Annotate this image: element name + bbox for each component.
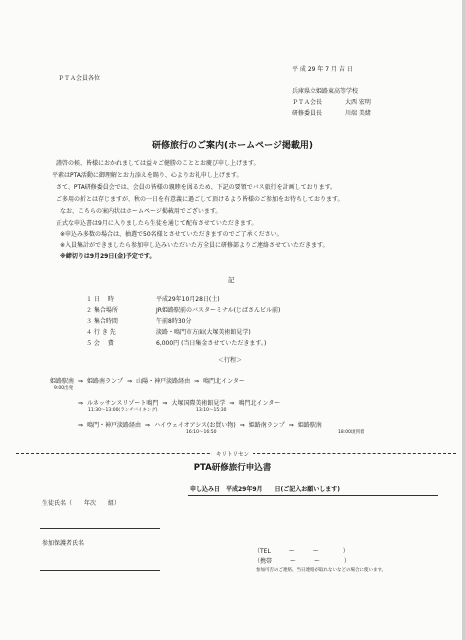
contact-note: 参加可否のご連絡、当日連絡が取れないなどの場合に使います。 — [256, 568, 387, 573]
body-paragraph-4: ご多用の折とは存じますが、秋の一日を有意義に過ごして頂けるよう皆様のご参加をお待ちしております。 — [56, 196, 344, 203]
itinerary-museum-time: 13:10～15:30 — [196, 408, 227, 413]
arrow-icon: ⇒ — [162, 400, 168, 407]
arrow-icon: ⇒ — [78, 400, 84, 407]
tel-field[interactable]: （TEL ー ー ） — [254, 548, 349, 555]
guardian-name-field[interactable] — [40, 570, 160, 571]
stop-himeji-south-2: 姫路駅南 — [297, 422, 322, 429]
stop-naruto-north-ic-2: 鳴門北インター — [238, 400, 281, 407]
stop-himeji-ramp: 姫路南ランプ — [87, 378, 124, 385]
itinerary-lunch-time: 11:30～13:00(ランチバイキング) — [88, 408, 158, 413]
apply-date-underline — [188, 495, 438, 496]
detail-value: JR姫路駅前のバスターミナル(じばさんビル前) — [156, 307, 281, 314]
detail-value: 午前8時30分 — [156, 318, 192, 325]
page-title: 研修旅行のご案内(ホームページ掲載用) — [151, 141, 314, 151]
detail-key: ３ 集合時間 — [86, 318, 118, 325]
arrow-icon: ⇒ — [288, 422, 294, 429]
detail-value: 6,000円 (当日集金させていただきます。) — [156, 340, 267, 347]
arrow-icon: ⇒ — [145, 422, 151, 429]
mobile-field[interactable]: （携帯 ー ー ） — [254, 558, 351, 565]
body-paragraph-7: ※申込み多数の場合は、抽選で50名様とさせていただきますのでご了承ください。 — [60, 231, 283, 238]
detail-key: ４ 行 き 先 — [86, 329, 116, 336]
sender-committee-name: 川端 美緒 — [345, 110, 371, 117]
sender-pta-name: 大西 宏明 — [345, 99, 371, 106]
arrow-icon: ⇒ — [127, 378, 133, 385]
student-name-label: 生徒氏名（ 年次 組） — [42, 500, 121, 507]
deadline-notice: ※締切りは9月29日(金)予定です。 — [60, 253, 156, 260]
stop-highway-oasis: ハイウェイオアシス(お買い物) — [154, 422, 236, 429]
itinerary-row-3 — [78, 422, 322, 429]
detail-key: ２ 集合場所 — [86, 307, 118, 314]
detail-row-fee — [86, 340, 266, 347]
stop-himeji-ramp-2: 姫路南ランプ — [248, 422, 285, 429]
student-name-field[interactable] — [40, 528, 160, 529]
itinerary-oasis-time: 16:10～16:50 — [186, 430, 217, 435]
sender-committee-title: 研修委員長 — [292, 110, 323, 117]
body-paragraph-2: 平素はPTA活動に御理解とお力添えを賜り、心よりお礼申し上げます。 — [52, 172, 243, 179]
itinerary-heading: ＜行程＞ — [218, 357, 243, 364]
cut-line-label: キリトリセン — [0, 450, 465, 458]
body-paragraph-8: ※入員集計ができましたら参加申し込みいただいた方全員に研修部よりご連絡させていただきます。 — [60, 242, 329, 249]
itinerary-departure-time: 9:00出発 — [54, 386, 74, 391]
stop-naruto-north-ic: 鳴門北インター — [203, 378, 245, 385]
recipient: ＰＴＡ会員各位 — [58, 75, 101, 82]
stop-naruto-kobe-awaji: 鳴門・神戸淡路経由 — [87, 422, 142, 429]
detail-value: 平成29年10月28日(土) — [156, 296, 220, 303]
body-paragraph-3: さて、PTA研修委員会では、会員の皆様の親睦を図るため、下記の要領でバス旅行を計画しております。 — [56, 184, 337, 191]
body-paragraph-5: なお、こちらの案内状はホームページ掲載用でございます。 — [60, 208, 222, 215]
itinerary-row-1 — [50, 378, 245, 385]
stop-otsuka-museum: 大塚国際美術館見学 — [171, 400, 226, 407]
stop-sanyo-kobe-awaji: 山陽・神戸淡路経由 — [136, 378, 191, 385]
arrow-icon: ⇒ — [229, 400, 235, 407]
detail-row-place — [86, 307, 280, 314]
guardian-name-label: 参加保護者氏名 — [42, 540, 85, 547]
document-date: 平 成 29 年 7 月 吉 日 — [292, 66, 353, 73]
arrow-icon: ⇒ — [78, 422, 84, 429]
stop-himeji-south: 姫路駅南 — [50, 378, 75, 385]
itinerary-row-2 — [78, 400, 280, 407]
detail-row-date — [86, 296, 220, 303]
itinerary-arrival-time: 18:00頃到着 — [338, 430, 365, 435]
apply-date-field[interactable]: 申し込み日 平成29年9月 日(ご記入お願いします) — [190, 486, 341, 493]
detail-key: ５ 会 費 — [86, 340, 114, 347]
arrow-icon: ⇒ — [194, 378, 200, 385]
detail-row-time — [86, 318, 191, 325]
form-title: PTA研修旅行申込書 — [193, 463, 272, 473]
arrow-icon: ⇒ — [78, 378, 84, 385]
ki-heading: 記 — [228, 276, 235, 284]
body-paragraph-1: 謹啓の候、皆様におかれましては益々ご健勝のこととお慶び申し上げます。 — [56, 160, 260, 167]
sender-pta-title: ＰＴＡ会長 — [292, 99, 323, 106]
stop-renaissance-naruto: ルネッサンスリゾート鳴門 — [87, 400, 159, 407]
arrow-icon: ⇒ — [239, 422, 245, 429]
detail-row-destination — [86, 329, 251, 336]
detail-value: 淡路・鳴門市方面(大塚美術館見学) — [156, 329, 251, 336]
body-paragraph-6: 正式な申込書は9月に入りましたら生徒を通じて配布させていただきます。 — [56, 220, 258, 227]
sender-school: 兵庫県立姫路東高等学校 — [292, 88, 359, 95]
detail-key: １ 日 時 — [86, 296, 114, 303]
